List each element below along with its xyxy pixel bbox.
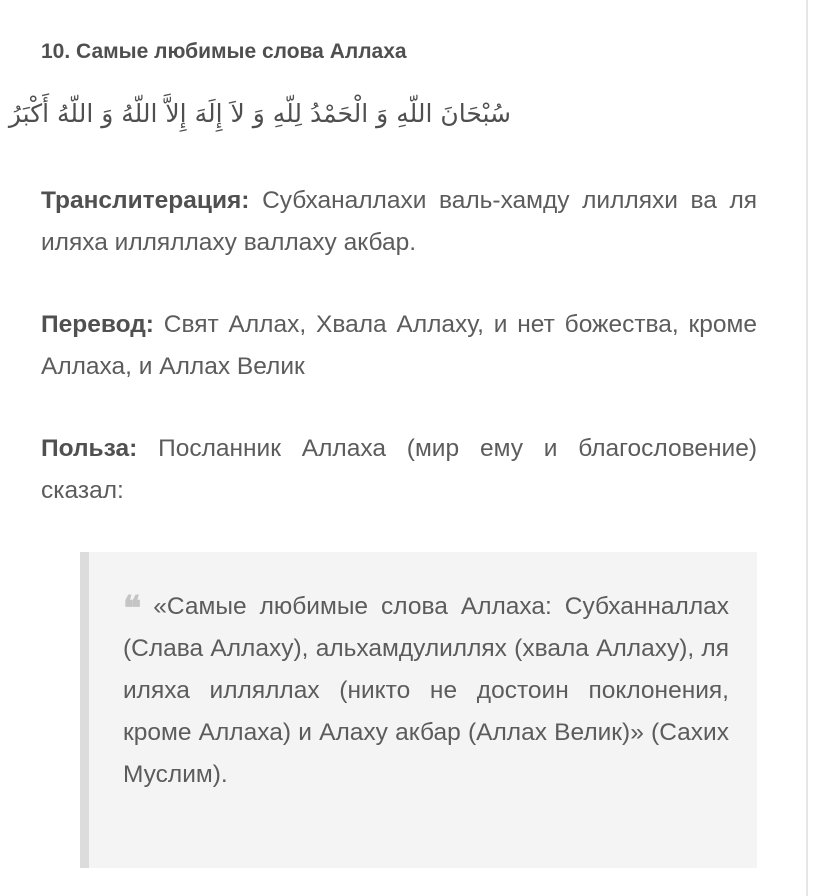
quote-mark-icon: ❝ xyxy=(123,589,142,629)
blockquote-text: «Самые любимые слова Аллаха: Субханналлах (Слава Аллаху), альхамдулиллях (хвала Аллаху), ля иляха илляллах (никто не достоин поклонения, кроме Аллаха) и Алаху акбар (Аллах Велик)» (Сахих Муслим). xyxy=(123,593,729,788)
benefit-label: Польза: xyxy=(41,435,138,462)
translation-text: Свят Аллах, Хвала Аллаху, и нет божества, кроме Аллаха, и Аллах Велик xyxy=(41,311,757,380)
transliteration-text: Субханаллахи валь-хамду лилляхи ва ля иляха илляллаху валлаху акбар. xyxy=(41,187,758,256)
hadith-blockquote xyxy=(80,552,757,868)
benefit-text: Посланник Аллаха (мир ему и благословение) сказал: xyxy=(41,435,757,504)
translation-label: Перевод: xyxy=(41,311,154,338)
transliteration-paragraph xyxy=(41,180,757,264)
page-divider xyxy=(806,0,808,896)
benefit-paragraph xyxy=(41,428,757,512)
blockquote-text-wrapper xyxy=(123,586,729,796)
arabic-text: سُبْحَانَ اللّهِ وَ الْحَمْدُ لِلّهِ وَ لاَ إِلَهَ إِلاَّ اللّهُ وَ اللّهُ أَكْبَرُ xyxy=(8,99,511,128)
translation-paragraph xyxy=(41,304,757,388)
section-heading: 10. Самые любимые слова Аллаха xyxy=(41,40,407,63)
transliteration-label: Транслитерация: xyxy=(41,187,250,214)
